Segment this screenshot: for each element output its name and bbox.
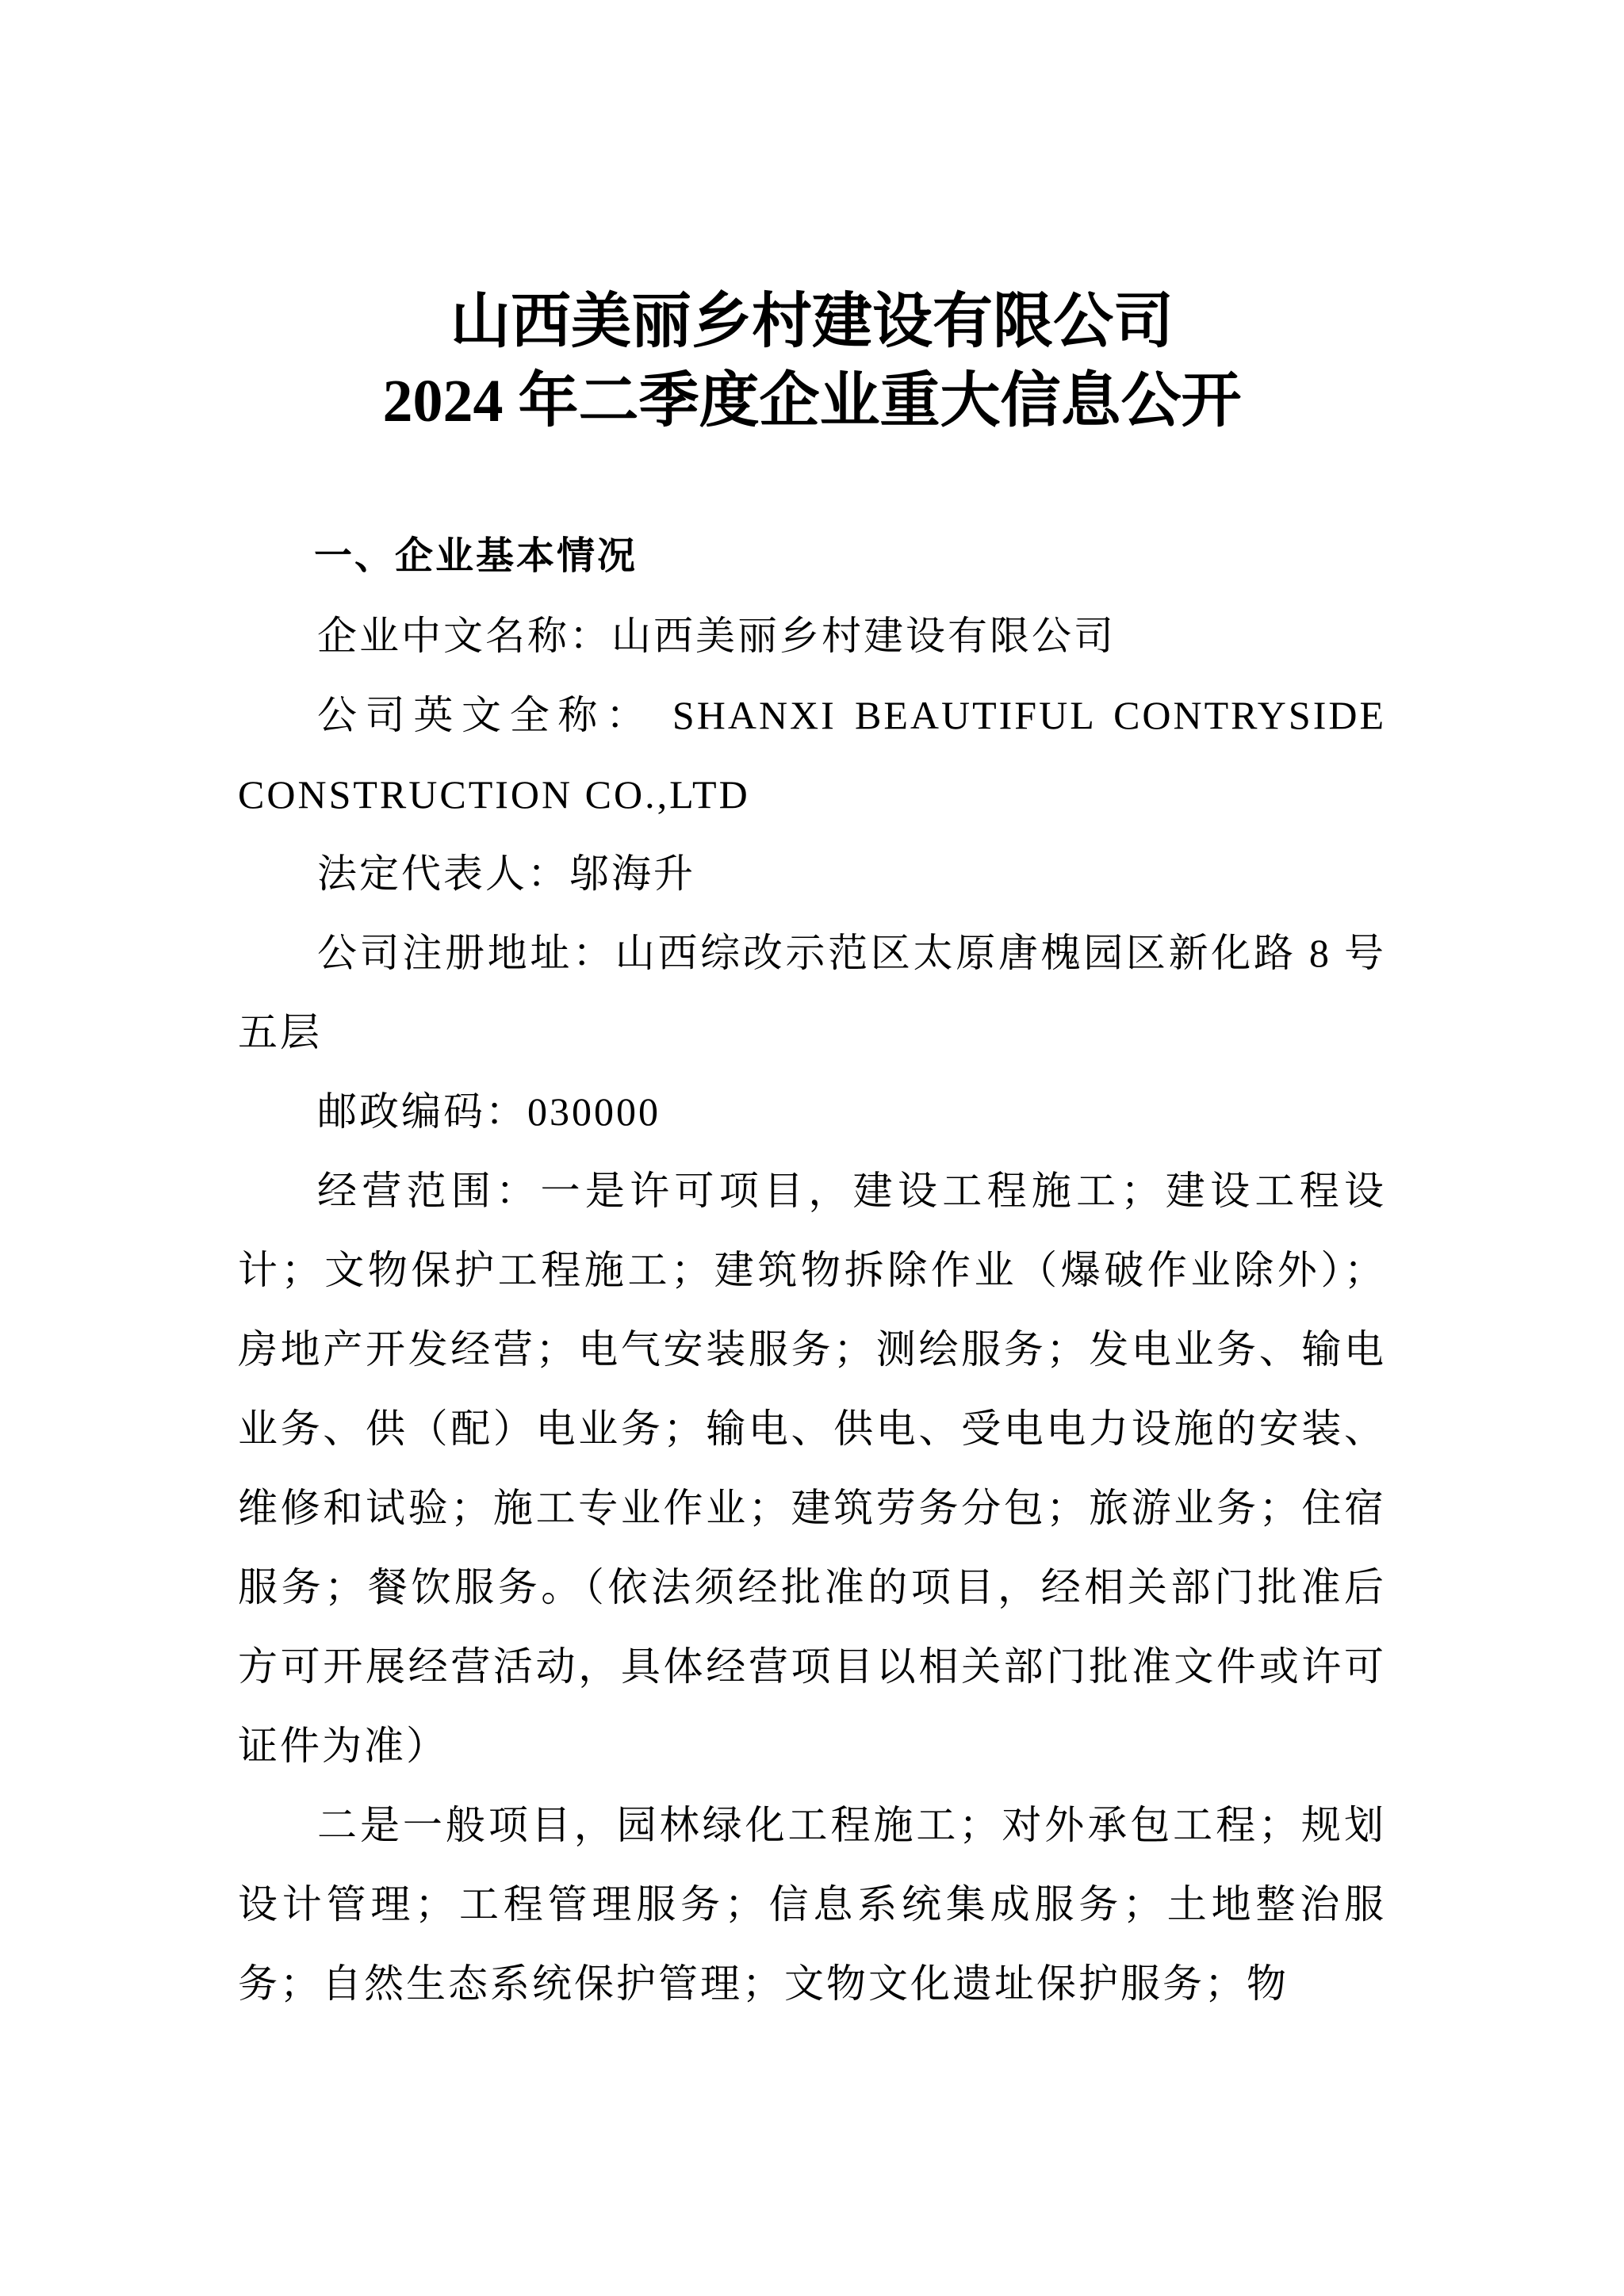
- paragraph-registered-address: 公司注册地址：山西综改示范区太原唐槐园区新化路 8 号五层: [238, 931, 1386, 1054]
- doc-title-line-2: 2024 年二季度企业重大信息公开: [382, 368, 1242, 434]
- paragraph-company-english-name: 公司英文全称： SHANXI BEAUTIFUL CONTRYSIDE CONSTRUCTION CO.,LTD: [238, 693, 1386, 817]
- paragraph-legal-representative: 法定代表人：邬海升: [317, 851, 695, 896]
- paragraph-company-chinese-name: 企业中文名称：山西美丽乡村建设有限公司: [317, 614, 1116, 658]
- paragraph-postal-code: 邮政编码：030000: [317, 1089, 661, 1134]
- document-body: [238, 596, 1386, 2023]
- section-heading-basic-info: 一、企业基本情况: [314, 535, 638, 577]
- paragraph-business-scope-general: 二是一般项目，园林绿化工程施工；对外承包工程；规划设计管理；工程管理服务；信息系统集成服务；土地整治服务；自然生态系统保护管理；文物文化遗址保护服务；物: [238, 1803, 1386, 2006]
- doc-title-line-1: 山西美丽乡村建设有限公司: [450, 289, 1174, 355]
- paragraph-business-scope-licensed: 经营范围：一是许可项目，建设工程施工；建设工程设计；文物保护工程施工；建筑物拆除作业（爆破作业除外）；房地产开发经营；电气安装服务；测绘服务；发电业务、输电业务、供（配）电业务；输电、供电、受电电力设施的安装、维修和试验；施工专业作业；建筑劳务分包；旅游业务；住宿服务；餐饮服务。（依法须经批准的项目，经相关部门批准后方可开展经营活动，具体经营项目以相关部门批准文件或许可证件为准）: [238, 1169, 1386, 1768]
- doc-title: [238, 282, 1386, 441]
